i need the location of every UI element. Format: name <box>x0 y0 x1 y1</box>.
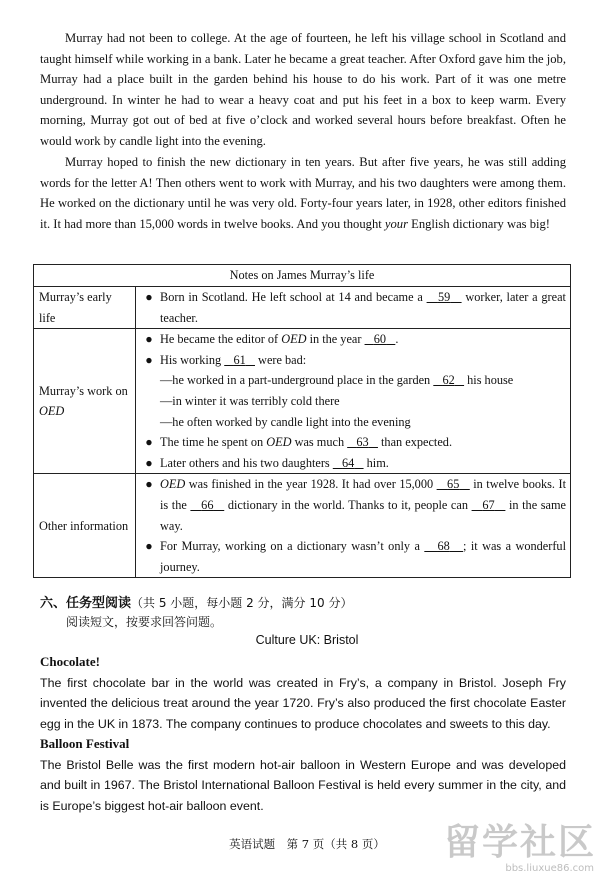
notes-table <box>33 264 571 578</box>
blank-65[interactable]: 65 <box>447 477 460 492</box>
bullet-icon: ● <box>145 332 153 347</box>
watermark-url: bbs.liuxue86.com <box>505 863 594 874</box>
passage-paragraph-2-italic: your <box>384 216 408 231</box>
section-title: 六、任务型阅读（共 5 小题，每小题 2 分，满分 10 分） <box>40 596 353 611</box>
passage-paragraph-1: Murray had not been to college. At the age of fourteen, he left his village school in Scotland and taught himself while working in a bank. Later he became a great teacher. After Oxford gave him the job, Murray had a place built in the garden behind his house to do his work. Part of it was one metre underground. In winter he had to wear a heavy coat and put his feet in a box to keep warm. Every morning, Murray got out of bed at five o’clock and worked several hours before breakfast. Often he would work by candle light into the evening. <box>40 31 566 148</box>
section-instruction: 阅读短文，按要求回答问题。 <box>66 615 223 629</box>
bullet-icon: ● <box>145 455 153 470</box>
bullet-line: ● Born in Scotland. He left school at 14 and became a 59 worker, later a great teacher. <box>138 287 566 328</box>
dash-line: —he worked in a part-underground place in the garden 62 his house <box>160 373 514 388</box>
bullet-line: ● OED was finished in the year 1928. It had over 15,000 65 in twelve books. It is the 66 dictionary in the world. Thanks to it, people can 67 in the same way. <box>138 474 566 536</box>
blank-60[interactable]: 60 <box>373 332 387 347</box>
passage-paragraph-2-end: English dictionary was big! <box>408 216 551 231</box>
bullet-icon: ● <box>145 435 153 450</box>
subheading-balloon: Balloon Festival <box>40 736 130 751</box>
blank-63[interactable]: 63 <box>356 435 369 450</box>
row-label-other: Other information <box>34 474 136 578</box>
bullet-line: ● He became the editor of OED in the year 60 . <box>138 329 566 350</box>
row-content-other <box>136 474 571 578</box>
section-subtitle: （共 5 小题，每小题 2 分，满分 10 分） <box>131 596 353 610</box>
bullet-line: ● His working 61 were bad: <box>138 350 566 371</box>
row-label-early-life: Murray’s early life <box>34 287 136 329</box>
bullet-icon: ● <box>145 352 153 367</box>
passage-paragraph-2 <box>40 152 566 234</box>
row-content-early-life <box>136 287 571 329</box>
bullet-line: ● The time he spent on OED was much 63 than expected. <box>138 432 566 453</box>
bullet-icon: ● <box>145 290 153 304</box>
passage-title: Culture UK: Bristol <box>255 633 359 647</box>
notes-table-title: Notes on James Murray’s life <box>34 265 571 287</box>
blank-62[interactable]: 62 <box>442 373 455 388</box>
passage-paragraph-2-main: Murray hoped to finish the new dictionary in ten years. But after five years, he was still adding words for the letter A! Then others went to work with Murray, and his two daughters were among them. He worked on the dictionary until he was very old. Forty-four years later, in 1928, other editors finished it. It had more than 15,000 words in twelve books. And you thought <box>40 155 566 231</box>
dash-line: —he often worked by candle light into the evening <box>160 414 411 429</box>
blank-66[interactable]: 66 <box>201 497 214 512</box>
subheading-chocolate: Chocolate! <box>40 654 100 669</box>
watermark-logo: 留学社区 <box>444 822 597 863</box>
page-footer: 英语试题 第 7 页（共 8 页） <box>229 837 385 851</box>
row-content-work <box>136 329 571 474</box>
dash-line: —in winter it was terribly cold there <box>160 393 340 408</box>
balloon-paragraph: The Bristol Belle was the first modern hot-air balloon in Western Europe and was developed and built in 1967. The Bristol International Balloon Festival is held every summer in the city, and is Europe’s biggest hot-air balloon event. <box>40 758 566 813</box>
chocolate-paragraph: The first chocolate bar in the world was created in Fry’s, a company in Bristol. Joseph Fry invented the delicious treat around the year 1720. Fry’s also produced the first chocolate Easter egg in the UK in 1873. The company continues to produce chocolates and sweets to this day. <box>40 676 566 731</box>
blank-59[interactable]: 59 <box>437 290 451 304</box>
blank-61[interactable]: 61 <box>233 352 246 367</box>
row-label-work: Murray’s work on OED <box>34 329 136 474</box>
blank-68[interactable]: 68 <box>437 539 450 554</box>
bullet-icon: ● <box>145 539 153 554</box>
blank-67[interactable]: 67 <box>482 497 495 512</box>
bullet-line: ● For Murray, working on a dictionary wasn’t only a 68 ; it was a wonderful journey. <box>138 536 566 577</box>
bullet-icon: ● <box>145 477 153 492</box>
bullet-line: ● Later others and his two daughters 64 him. <box>138 453 566 474</box>
watermark <box>444 814 604 874</box>
blank-64[interactable]: 64 <box>342 455 355 470</box>
